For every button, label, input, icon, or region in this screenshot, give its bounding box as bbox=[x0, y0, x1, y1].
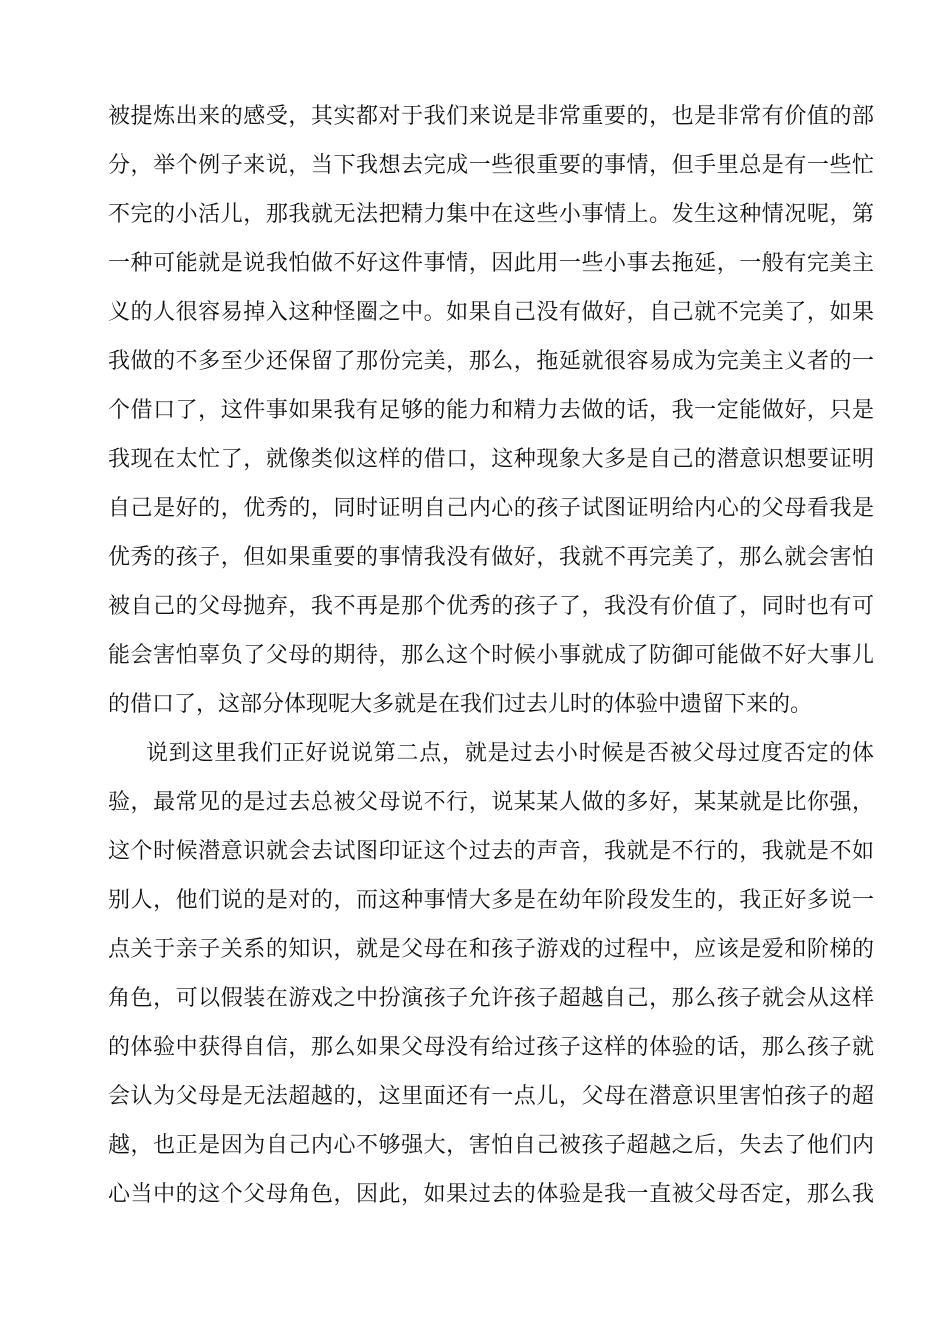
text-line: 这个时候潜意识就会去试图印证这个过去的声音，我就是不行的，我就是不如 bbox=[108, 839, 874, 864]
text-line: 角色，可以假装在游戏之中扮演孩子允许孩子超越自己，那么孩子就会从这样 bbox=[108, 986, 874, 1011]
text-line: 不完的小活儿，那我就无法把精力集中在这些小事情上。发生这种情况呢，第 bbox=[108, 202, 874, 227]
text-line: 心当中的这个父母角色，因此，如果过去的体验是我一直被父母否定，那么我 bbox=[108, 1182, 874, 1207]
text-line: 验，最常见的是过去总被父母说不行，说某某人做的多好，某某就是比你强， bbox=[108, 790, 874, 815]
paragraph-1 bbox=[108, 92, 874, 729]
text-line: 被自己的父母抛弃，我不再是那个优秀的孩子了，我没有价值了，同时也有可 bbox=[108, 594, 874, 619]
text-line: 能会害怕辜负了父母的期待，那么这个时候小事就成了防御可能做不好大事儿 bbox=[108, 643, 874, 668]
text-line: 个借口了，这件事如果我有足够的能力和精力去做的话，我一定能做好，只是 bbox=[108, 398, 874, 423]
text-line: 的借口了，这部分体现呢大多就是在我们过去儿时的体验中遗留下来的。 bbox=[108, 692, 813, 717]
text-line: 的体验中获得自信，那么如果父母没有给过孩子这样的体验的话，那么孩子就 bbox=[108, 1035, 874, 1060]
body-text bbox=[108, 92, 874, 1219]
text-line: 点关于亲子关系的知识，就是父母在和孩子游戏的过程中，应该是爱和阶梯的 bbox=[108, 937, 874, 962]
paragraph-2 bbox=[108, 729, 874, 1219]
text-line: 会认为父母是无法超越的，这里面还有一点儿，父母在潜意识里害怕孩子的超 bbox=[108, 1084, 874, 1109]
text-line: 我做的不多至少还保留了那份完美，那么，拖延就很容易成为完美主义者的一 bbox=[108, 349, 874, 374]
text-line: 我现在太忙了，就像类似这样的借口，这种现象大多是自己的潜意识想要证明 bbox=[108, 447, 874, 472]
text-line: 越，也正是因为自己内心不够强大，害怕自己被孩子超越之后，失去了他们内 bbox=[108, 1133, 874, 1158]
text-line: 自己是好的，优秀的，同时证明自己内心的孩子试图证明给内心的父母看我是 bbox=[108, 496, 874, 521]
text-line: 一种可能就是说我怕做不好这件事情，因此用一些小事去拖延，一般有完美主 bbox=[108, 251, 874, 276]
text-line: 义的人很容易掉入这种怪圈之中。如果自己没有做好，自己就不完美了，如果 bbox=[108, 300, 874, 325]
text-line: 优秀的孩子，但如果重要的事情我没有做好，我就不再完美了，那么就会害怕 bbox=[108, 545, 874, 570]
text-line: 分，举个例子来说，当下我想去完成一些很重要的事情，但手里总是有一些忙 bbox=[108, 153, 874, 178]
text-line: 说到这里我们正好说说第二点，就是过去小时候是否被父母过度否定的体 bbox=[146, 741, 874, 766]
text-line: 别人，他们说的是对的，而这种事情大多是在幼年阶段发生的，我正好多说一 bbox=[108, 888, 874, 913]
text-line: 被提炼出来的感受，其实都对于我们来说是非常重要的，也是非常有价值的部 bbox=[108, 104, 874, 129]
